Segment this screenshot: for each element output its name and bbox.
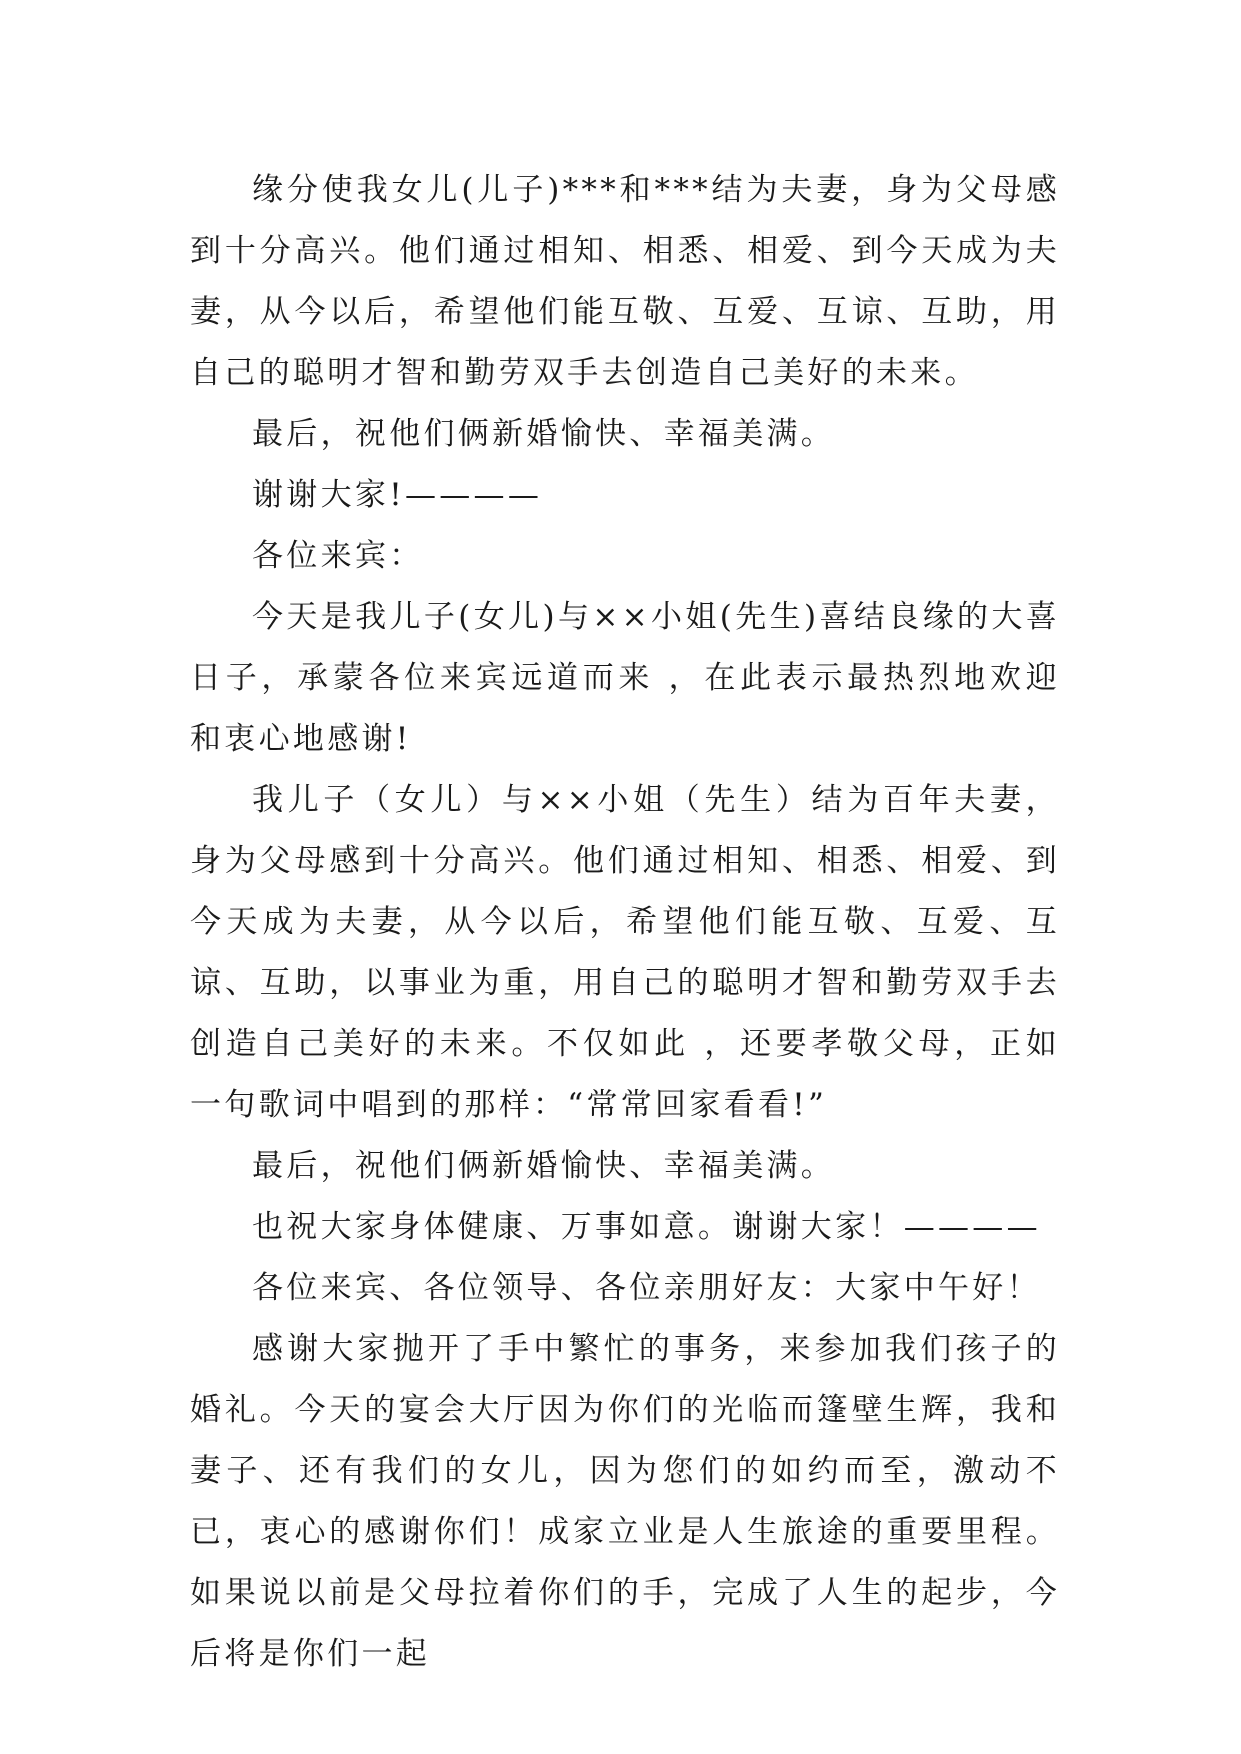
- paragraph: 各位来宾、各位领导、各位亲朋好友：大家中午好！: [252, 1270, 1041, 1306]
- paragraph: 各位来宾：: [252, 538, 424, 574]
- paragraph: 今天是我儿子(女儿)与××小姐(先生)喜结良缘的大喜日子，承蒙各位来宾远道而来 ，在此表示最热烈地欢迎和衷心地感谢!: [190, 599, 1060, 757]
- paragraph: 感谢大家抛开了手中繁忙的事务，来参加我们孩子的婚礼。今天的宴会大厅因为你们的光临而篷壁生辉，我和妻子、还有我们的女儿，因为您们的如约而至，激动不已，衷心的感谢你们！成家立业是人生旅途的重要里程。如果说以前是父母拉着你们的手，完成了人生的起步，今后将是你们一起: [190, 1331, 1060, 1672]
- paragraph: 谢谢大家!————: [252, 477, 543, 513]
- paragraph: 最后，祝他们俩新婚愉快、幸福美满。: [252, 416, 836, 452]
- document-body: [190, 160, 1060, 1685]
- paragraph: 缘分使我女儿(儿子)***和***结为夫妻，身为父母感到十分高兴。他们通过相知、相悉、相爱、到今天成为夫妻，从今以后，希望他们能互敬、互爱、互谅、互助，用自己的聪明才智和勤劳双手去创造自己美好的未来。: [190, 172, 1060, 391]
- paragraph: 最后，祝他们俩新婚愉快、幸福美满。: [252, 1148, 836, 1184]
- paragraph: 也祝大家身体健康、万事如意。谢谢大家！————: [252, 1209, 1041, 1245]
- paragraph: 我儿子（女儿）与××小姐（先生）结为百年夫妻，身为父母感到十分高兴。他们通过相知、相悉、相爱、到今天成为夫妻，从今以后，希望他们能互敬、互爱、互谅、互助，以事业为重，用自己的聪明才智和勤劳双手去创造自己美好的未来。不仅如此 ，还要孝敬父母，正如一句歌词中唱到的那样：“常常回家看看!”: [190, 782, 1060, 1123]
